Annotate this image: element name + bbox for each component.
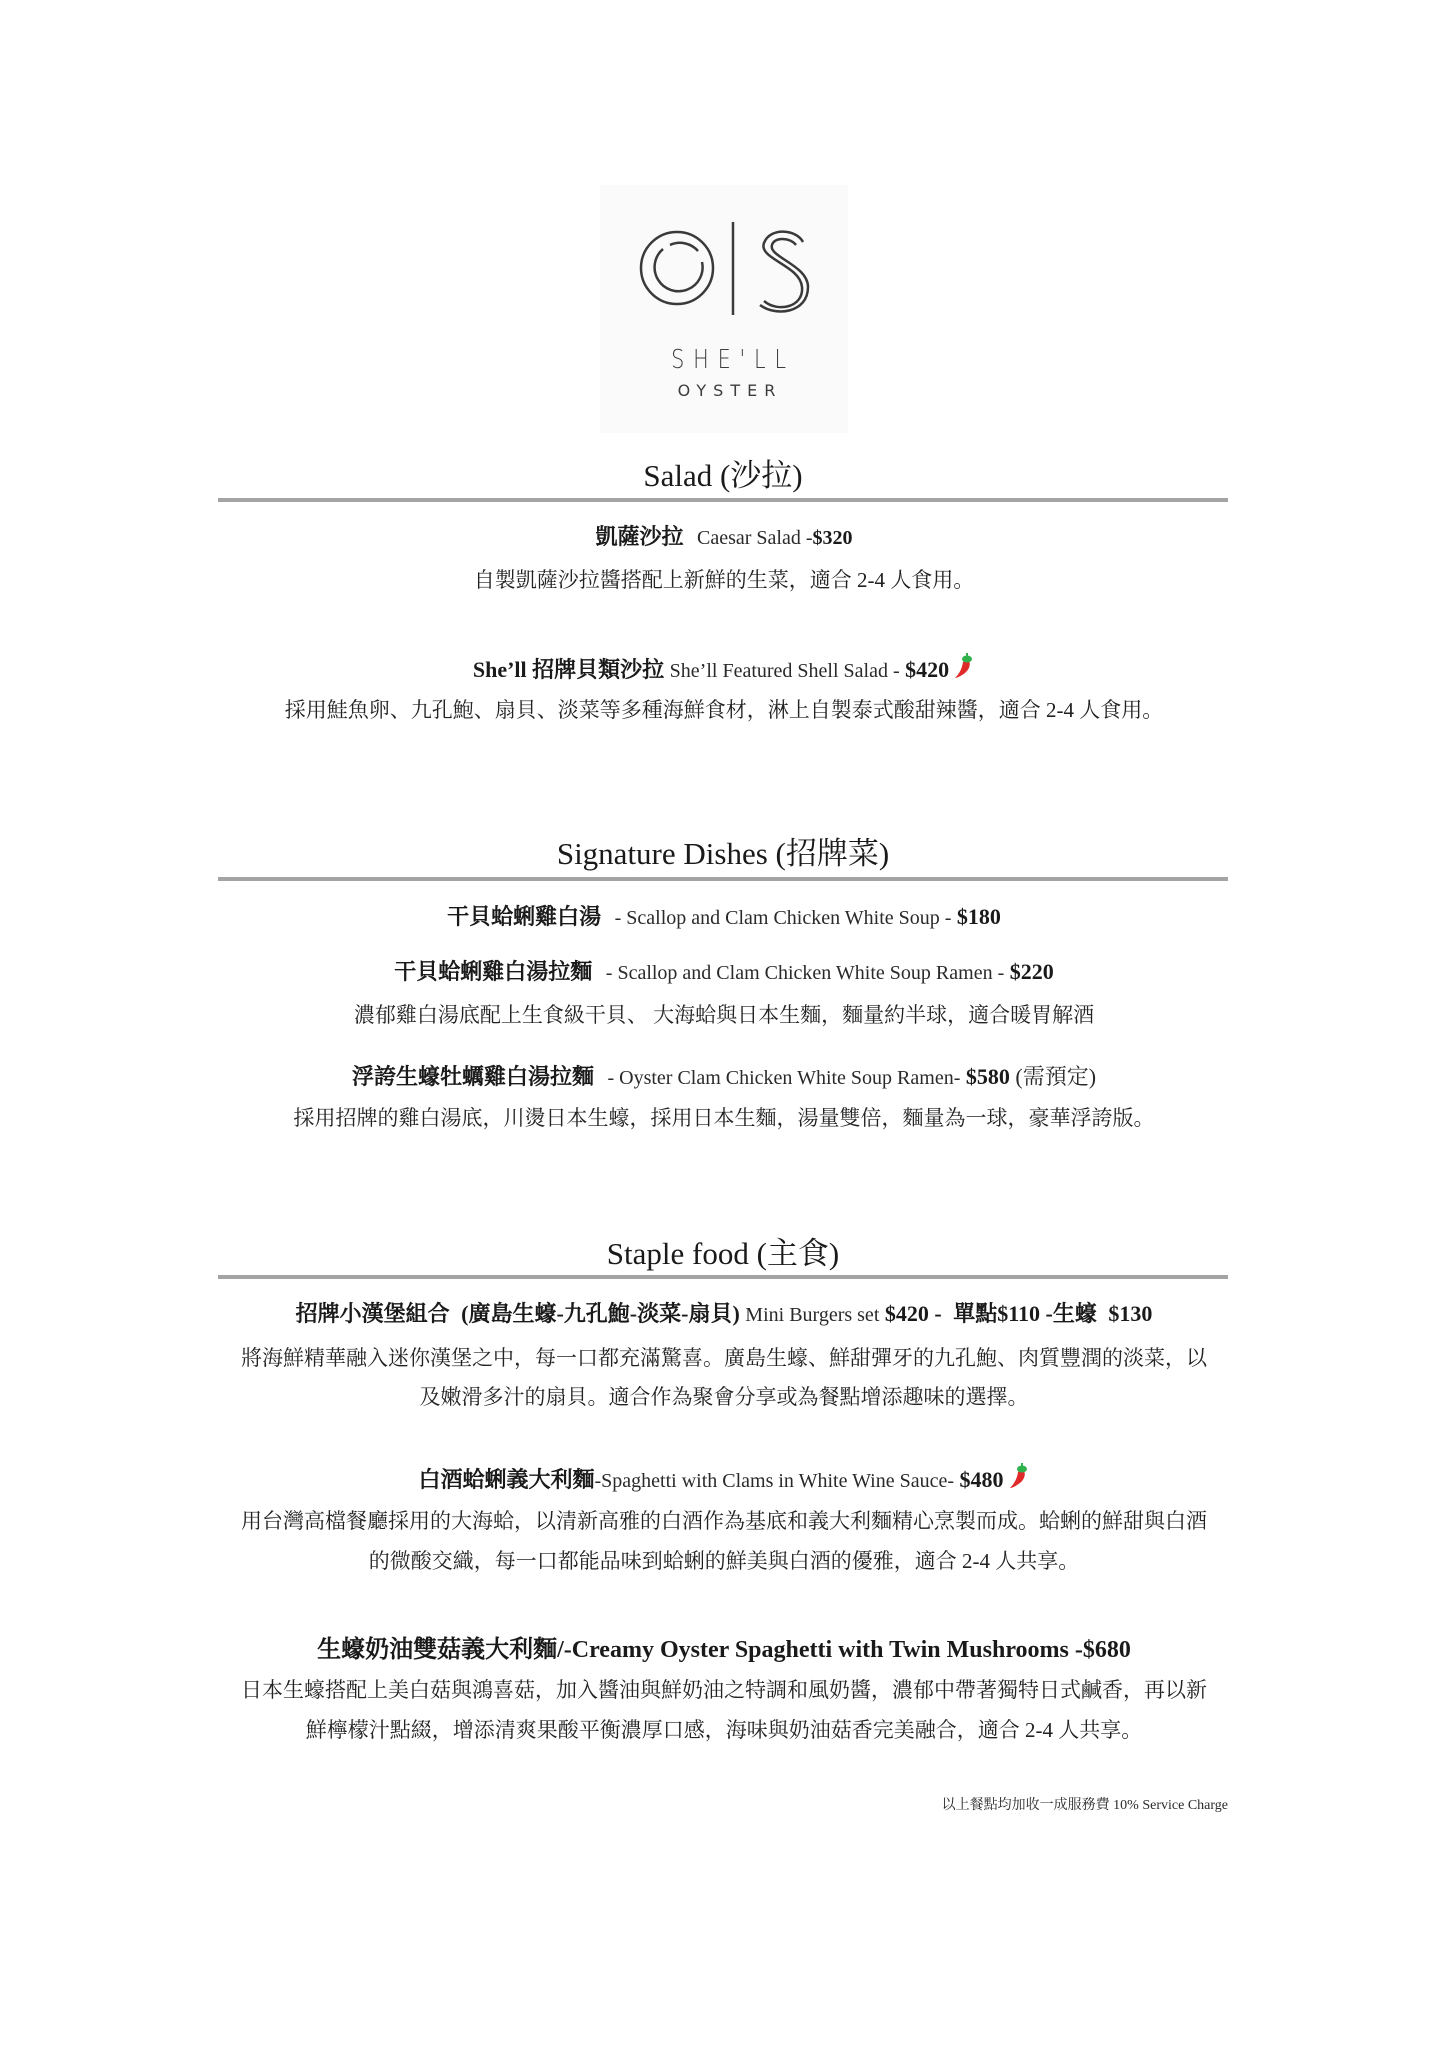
item-name-zh: 生蠔奶油雙菇義大利麵	[317, 1637, 558, 1663]
item-name-zh: 干貝蛤蜊雞白湯	[447, 904, 602, 929]
menu-item-caesar-salad	[150, 520, 1298, 551]
item-name-en: - Oyster Clam Chicken White Soup Ramen-	[607, 1067, 961, 1089]
oyster-price-label: -生蠔	[1045, 1301, 1097, 1326]
chili-spicy-icon	[953, 652, 975, 686]
item-name-en: - Scallop and Clam Chicken White Soup -	[614, 907, 952, 929]
item-price: $420	[905, 657, 950, 682]
menu-item-scallop-clam-ramen	[150, 955, 1298, 986]
single-price: $110	[997, 1301, 1041, 1326]
section-divider	[218, 498, 1228, 502]
single-price-label: 單點	[953, 1301, 998, 1326]
item-name-en: She’ll Featured Shell Salad -	[669, 660, 900, 682]
item-price: $580	[965, 1064, 1010, 1089]
item-description-line-2: 的微酸交織，每一口都能品味到蛤蜊的鮮美與白酒的優雅，適合 2-4 人共享。	[368, 1549, 1080, 1573]
menu-item-shell-salad	[150, 652, 1298, 686]
item-description: 自製凱薩沙拉醬搭配上新鮮的生菜，適合 2-4 人食用。	[473, 568, 975, 592]
item-description: 採用招牌的雞白湯底，川燙日本生蠔，採用日本生麵，湯量雙倍，麵量為一球，豪華浮誇版。	[293, 1106, 1155, 1130]
item-name-zh: She’ll 招牌貝類沙拉	[472, 657, 665, 682]
item-reservation-note: (需預定)	[1015, 1064, 1097, 1089]
item-description-line-2: 鮮檸檬汁點綴，增添清爽果酸平衡濃厚口感，海味與奶油菇香完美融合，適合 2-4 人共享。	[305, 1718, 1143, 1742]
item-name-zh: 招牌小漢堡組合	[295, 1301, 450, 1326]
menu-item-mini-burgers	[150, 1297, 1298, 1328]
service-charge-note: 以上餐點均加收一成服務費 10% Service Charge	[941, 1798, 1228, 1813]
item-name-en: Mini Burgers set	[745, 1304, 880, 1326]
brand-name: SHE'LL	[671, 345, 795, 375]
menu-item-oyster-clam-ramen	[150, 1060, 1298, 1091]
oyster-price: $130	[1108, 1301, 1153, 1326]
item-name-zh-detail: (廣島生蠔-九孔鮑-淡菜-扇貝)	[461, 1301, 740, 1326]
item-price: $220	[1009, 959, 1054, 984]
item-name-en: /-Creamy Oyster Spaghetti with Twin Mushrooms -	[557, 1637, 1083, 1663]
item-description: 採用鮭魚卵、九孔鮑、扇貝、淡菜等多種海鮮食材，淋上自製泰式酸甜辣醬，適合 2-4 人食用。	[284, 698, 1164, 722]
menu-item-scallop-clam-soup	[150, 900, 1298, 931]
section-title-signature: Signature Dishes (招牌菜)	[556, 836, 890, 871]
item-name-zh: 白酒蛤蜊義大利麵	[418, 1467, 595, 1492]
item-name-zh: 干貝蛤蜊雞白湯拉麵	[394, 959, 593, 984]
item-description: 濃郁雞白湯底配上生食級干貝、 大海蛤與日本生麵，麵量約半球，適合暖胃解酒	[353, 1003, 1095, 1027]
brand-logo	[600, 185, 848, 433]
item-name-en: Caesar Salad -	[697, 527, 813, 549]
item-price: $420 -	[884, 1301, 942, 1326]
section-title-staple: Staple food (主食)	[606, 1236, 840, 1271]
item-name-zh: 凱薩沙拉	[595, 524, 684, 549]
item-description-line-1: 日本生蠔搭配上美白菇與鴻喜菇，加入醬油與鮮奶油之特調和風奶醬，濃郁中帶著獨特日式鹹香，再以新	[241, 1678, 1207, 1702]
item-description-line-1: 將海鮮精華融入迷你漢堡之中，每一口都充滿驚喜。廣島生蠔、鮮甜彈牙的九孔鮑、肉質豐潤的淡菜，以	[241, 1346, 1207, 1370]
os-monogram-icon	[600, 185, 848, 345]
item-name-zh: 浮誇生蠔牡蠣雞白湯拉麵	[351, 1064, 594, 1089]
item-name-en: -Spaghetti with Clams in White Wine Sauce-	[594, 1470, 955, 1492]
section-title-salad: Salad (沙拉)	[643, 458, 803, 493]
menu-item-white-wine-clam-spaghetti	[150, 1462, 1298, 1496]
item-price: $680	[1082, 1637, 1131, 1663]
section-divider	[218, 1275, 1228, 1279]
item-description-line-2: 及嫩滑多汁的扇貝。適合作為聚會分享或為餐點增添趣味的選擇。	[419, 1385, 1029, 1409]
chili-spicy-icon	[1008, 1462, 1030, 1496]
item-price: $480	[959, 1467, 1004, 1492]
item-description-line-1: 用台灣高檔餐廳採用的大海蛤，以清新高雅的白酒作為基底和義大利麵精心烹製而成。蛤蜊的鮮甜與白酒	[241, 1509, 1207, 1533]
item-name-en: - Scallop and Clam Chicken White Soup Ramen -	[605, 962, 1005, 984]
section-divider	[218, 877, 1228, 881]
item-price: $180	[956, 904, 1001, 929]
item-price: $320	[812, 527, 853, 549]
menu-item-creamy-oyster-spaghetti	[150, 1629, 1298, 1664]
brand-subname: OYSTER	[677, 381, 783, 400]
